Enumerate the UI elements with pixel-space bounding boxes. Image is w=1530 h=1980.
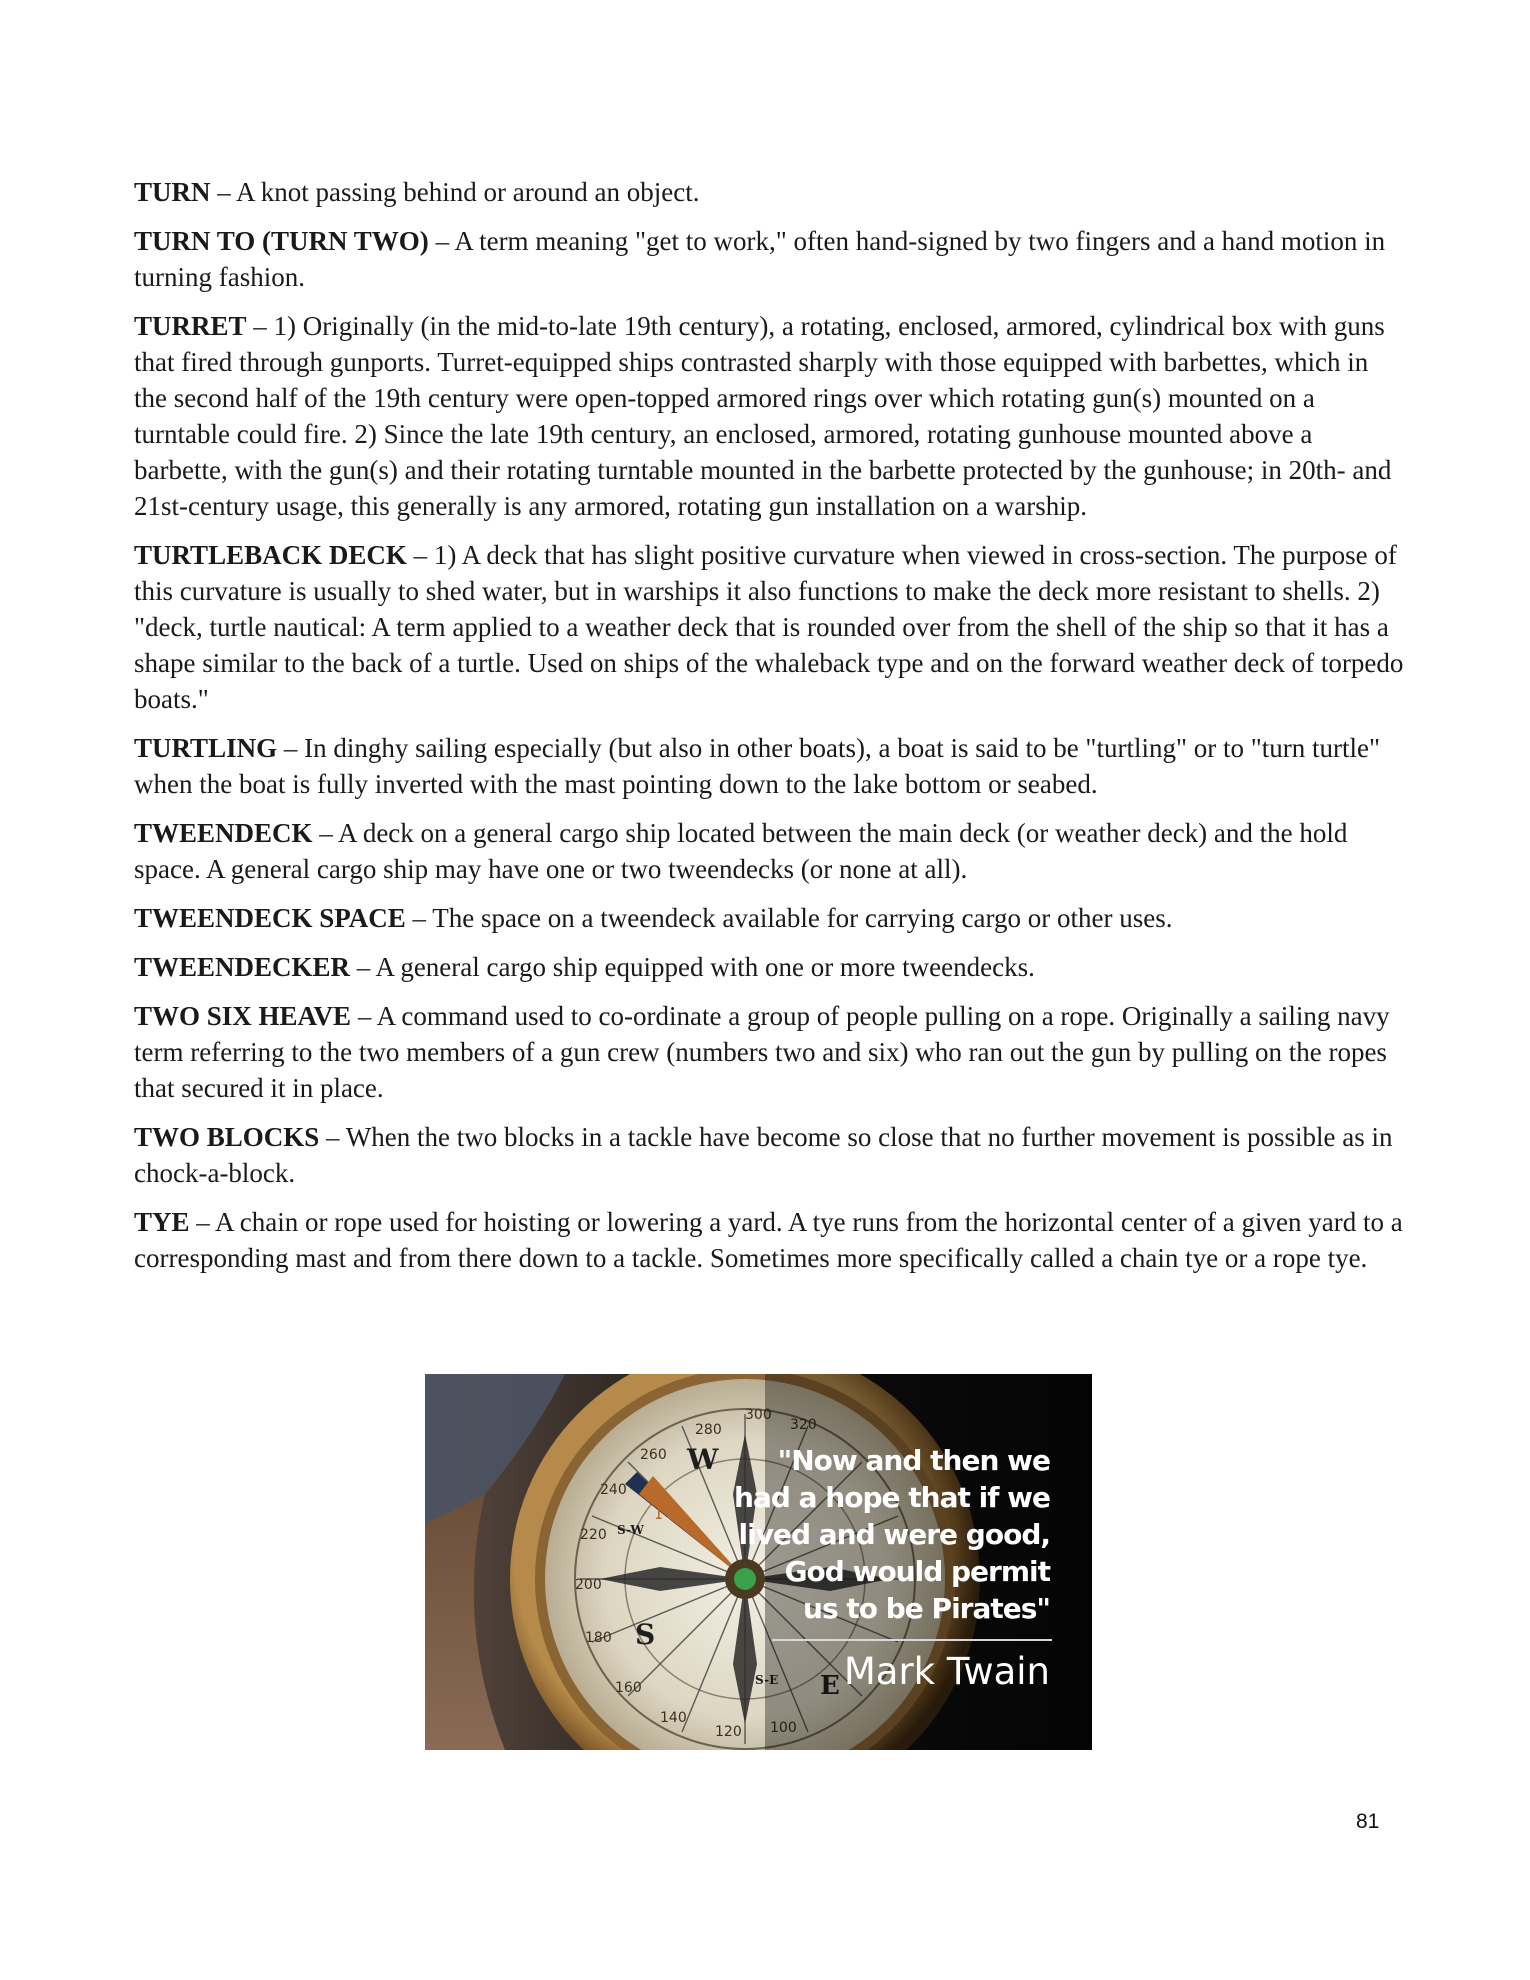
compass-quote-image bbox=[425, 1374, 1092, 1750]
entry-term: TURTLING bbox=[134, 733, 278, 763]
entry-term: TWEENDECKER bbox=[134, 952, 351, 982]
quote-line: had a hope that if we bbox=[734, 1481, 1050, 1514]
compass-label-sw: S-W bbox=[617, 1523, 644, 1537]
glossary-entry-turn bbox=[134, 174, 1404, 210]
quote-line: lived and were good, bbox=[738, 1518, 1050, 1551]
compass-label-200: 200 bbox=[575, 1577, 602, 1593]
entry-term: TURTLEBACK DECK bbox=[134, 540, 407, 570]
compass-label-240: 240 bbox=[600, 1482, 627, 1498]
compass-label-100: 100 bbox=[770, 1720, 797, 1736]
entry-term: TWEENDECK SPACE bbox=[134, 903, 406, 933]
entry-definition: – A term meaning "get to work," often hand-signed by two fingers and a hand motion in turning fashion. bbox=[134, 226, 1386, 292]
quote-author: Mark Twain bbox=[843, 1650, 1050, 1693]
compass-label-220: 220 bbox=[580, 1527, 607, 1543]
glossary-entry-tweendecker bbox=[134, 949, 1404, 985]
glossary-content bbox=[134, 174, 1404, 1289]
entry-definition: – A knot passing behind or around an object. bbox=[210, 177, 700, 207]
compass-label-300: 300 bbox=[745, 1407, 772, 1423]
entry-definition: – A deck on a general cargo ship located between the main deck (or weather deck) and the hold space. A general cargo ship may have one or two tweendecks (or none at all). bbox=[134, 818, 1348, 884]
entry-definition: – 1) A deck that has slight positive curvature when viewed in cross-section. The purpose of this curvature is usually to shed water, but in warships it also functions to make the deck more resistant to shells. 2) "deck, turtle nautical: A term applied to a weather deck that is rounded over from the shell of the ship so that it has a shape similar to the back of a turtle. Used on ships of the whaleback type and on the forward weather deck of torpedo boats." bbox=[134, 540, 1404, 714]
compass-label-180: 180 bbox=[585, 1630, 612, 1646]
entry-term: TURN TO (TURN TWO) bbox=[134, 226, 429, 256]
quote-line: God would permit bbox=[784, 1555, 1050, 1588]
compass-label-n: N bbox=[655, 1499, 676, 1525]
entry-definition: – A command used to co-ordinate a group of people pulling on a rope. Originally a sailing navy term referring to the two members of a gun crew (numbers two and six) who ran out the gun by pulling on the ropes that secured it in place. bbox=[134, 1001, 1390, 1103]
compass-label-120: 120 bbox=[715, 1724, 742, 1740]
compass-label-e: E bbox=[820, 1671, 840, 1701]
mark-twain-quote bbox=[730, 1442, 1050, 1627]
entry-definition: – A chain or rope used for hoisting or lowering a yard. A tye runs from the horizontal center of a given yard to a corresponding mast and from there down to a tackle. Sometimes more specifically called a chain tye or a rope tye. bbox=[134, 1207, 1403, 1273]
entry-term: TWO SIX HEAVE bbox=[134, 1001, 352, 1031]
glossary-entry-turtleback-deck bbox=[134, 537, 1404, 717]
glossary-entry-tye bbox=[134, 1204, 1404, 1276]
entry-term: TWO BLOCKS bbox=[134, 1122, 320, 1152]
glossary-entry-turtling bbox=[134, 730, 1404, 802]
quote-line: us to be Pirates" bbox=[803, 1592, 1050, 1625]
glossary-entry-tweendeck bbox=[134, 815, 1404, 887]
entry-definition: – When the two blocks in a tackle have become so close that no further movement is possible as in chock-a-block. bbox=[134, 1122, 1393, 1188]
glossary-entry-two-blocks bbox=[134, 1119, 1404, 1191]
compass-label-s: S bbox=[635, 1618, 656, 1651]
glossary-entry-tweendeck-space bbox=[134, 900, 1404, 936]
entry-definition: – 1) Originally (in the mid-to-late 19th century), a rotating, enclosed, armored, cylindrical box with guns that fired through gunports. Turret-equipped ships contrasted sharply with those equipped with barbettes, which in the second half of the 19th century were open-topped armored rings over which rotating gun(s) mounted on a turntable could fire. 2) Since the late 19th century, an enclosed, armored, rotating gunhouse mounted above a barbette, with the gun(s) and their rotating turntable mounted in the barbette protected by the gunhouse; in 20th- and 21st-century usage, this generally is any armored, rotating gun installation on a warship. bbox=[134, 311, 1392, 521]
quote-line: "Now and then we bbox=[777, 1444, 1050, 1477]
entry-term: TURRET bbox=[134, 311, 247, 341]
glossary-entry-two-six-heave bbox=[134, 998, 1404, 1106]
entry-term: TURN bbox=[134, 177, 211, 207]
entry-term: TYE bbox=[134, 1207, 190, 1237]
compass-label-140: 140 bbox=[660, 1710, 687, 1726]
entry-definition: – The space on a tweendeck available for carrying cargo or other uses. bbox=[405, 903, 1173, 933]
quote-divider bbox=[772, 1639, 1052, 1641]
compass-label-se: S-E bbox=[755, 1673, 779, 1687]
compass-label-160: 160 bbox=[615, 1680, 642, 1696]
compass-label-280: 280 bbox=[695, 1422, 722, 1438]
compass-label-320: 320 bbox=[790, 1417, 817, 1433]
entry-term: TWEENDECK bbox=[134, 818, 313, 848]
glossary-entry-turret bbox=[134, 308, 1404, 524]
compass-label-260: 260 bbox=[640, 1447, 667, 1463]
compass-label-w: W bbox=[687, 1443, 719, 1476]
glossary-entry-turn-to bbox=[134, 223, 1404, 295]
entry-definition: – In dinghy sailing especially (but also in other boats), a boat is said to be "turtling" or to "turn turtle" when the boat is fully inverted with the mast pointing down to the lake bottom or seabed. bbox=[134, 733, 1380, 799]
entry-definition: – A general cargo ship equipped with one or more tweendecks. bbox=[350, 952, 1035, 982]
page-number: 81 bbox=[1356, 1810, 1380, 1833]
